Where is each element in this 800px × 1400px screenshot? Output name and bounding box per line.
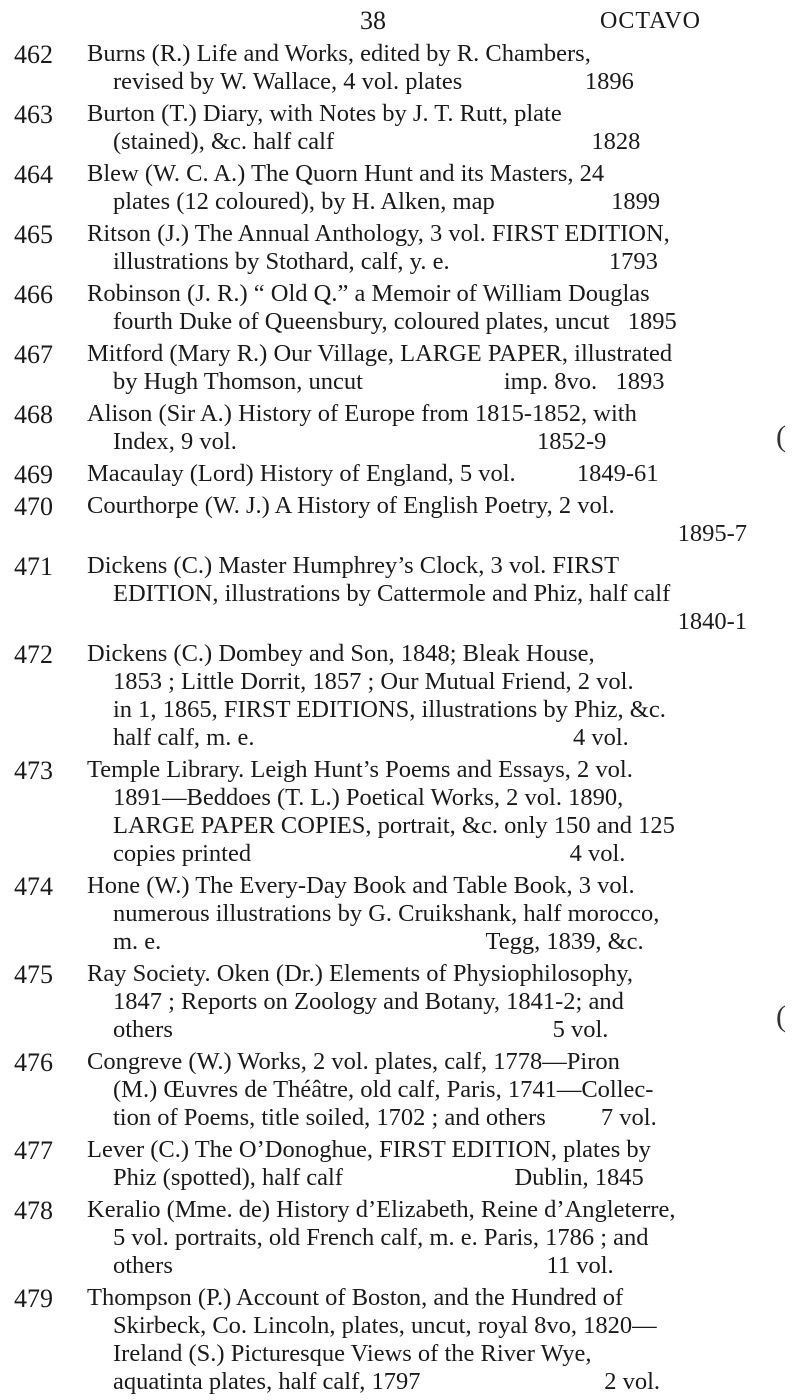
- entry-description: [87, 872, 747, 956]
- lot-number: 478: [14, 1196, 53, 1225]
- entry-line: Phiz (spotted), half calf Dublin, 1845: [113, 1164, 644, 1191]
- margin-bracket-mark: (: [776, 420, 786, 453]
- lot-number: 465: [14, 220, 53, 249]
- entry-line: EDITION, illustrations by Cattermole and Phiz, half calf: [113, 580, 671, 607]
- entry-description: [87, 340, 747, 396]
- entry-line: 5 vol. portraits, old French calf, m. e. Paris, 1786 ; and: [113, 1224, 649, 1251]
- entry-line: numerous illustrations by G. Cruikshank, half morocco,: [113, 900, 660, 927]
- entry-description: [87, 960, 747, 1044]
- entry-description: [87, 1136, 747, 1192]
- lot-number: 463: [14, 100, 53, 129]
- catalogue-entry: [0, 400, 800, 456]
- catalogue-entry: [0, 40, 800, 96]
- catalogue-entry: [0, 640, 800, 752]
- lot-number: 472: [14, 640, 53, 669]
- entry-line: Hone (W.) The Every-Day Book and Table Book, 3 vol.: [87, 872, 635, 899]
- entry-description: [87, 552, 747, 636]
- entry-line: Macaulay (Lord) History of England, 5 vol. 1849-61: [87, 460, 659, 487]
- lot-number: 467: [14, 340, 53, 369]
- catalogue-entry: [0, 340, 800, 396]
- entry-line: Ireland (S.) Picturesque Views of the River Wye,: [113, 1340, 592, 1367]
- entry-line: half calf, m. e. 4 vol.: [113, 724, 629, 751]
- catalogue-entry: [0, 1136, 800, 1192]
- entry-description: [87, 400, 747, 456]
- lot-number: 466: [14, 280, 53, 309]
- catalogue-entry: [0, 460, 800, 488]
- lot-number: 469: [14, 460, 53, 489]
- entry-description: [87, 492, 747, 548]
- section-title: OCTAVO: [600, 8, 701, 34]
- entry-line: others 5 vol.: [113, 1016, 609, 1043]
- entry-line: 1891—Beddoes (T. L.) Poetical Works, 2 vol. 1890,: [113, 784, 624, 811]
- catalogue-entry: [0, 220, 800, 276]
- entry-line: Burns (R.) Life and Works, edited by R. Chambers,: [87, 40, 591, 67]
- entry-description: [87, 160, 747, 216]
- lot-number: 477: [14, 1136, 53, 1165]
- entry-line: Congreve (W.) Works, 2 vol. plates, calf, 1778—Piron: [87, 1048, 620, 1075]
- entry-line: plates (12 coloured), by H. Alken, map 1899: [113, 188, 661, 215]
- entry-line: m. e. Tegg, 1839, &c.: [113, 928, 644, 955]
- entry-line: Mitford (Mary R.) Our Village, LARGE PAPER, illustrated: [87, 340, 673, 367]
- entry-line: in 1, 1865, FIRST EDITIONS, illustrations by Phiz, &c.: [113, 696, 666, 723]
- entry-line: Courthorpe (W. J.) A History of English Poetry, 2 vol.: [87, 492, 615, 519]
- entry-line: Lever (C.) The O’Donoghue, FIRST EDITION, plates by: [87, 1136, 651, 1163]
- entry-line: Skirbeck, Co. Lincoln, plates, uncut, royal 8vo, 1820—: [113, 1312, 657, 1339]
- entry-line: (M.) Œuvres de Théâtre, old calf, Paris, 1741—Collec-: [113, 1076, 654, 1103]
- catalogue-entries: [0, 40, 800, 1400]
- entry-description: [87, 1048, 747, 1132]
- entry-line: illustrations by Stothard, calf, y. e. 1793: [113, 248, 658, 275]
- lot-number: 471: [14, 552, 53, 581]
- entry-description: [87, 460, 747, 488]
- entry-line: 1853 ; Little Dorrit, 1857 ; Our Mutual Friend, 2 vol.: [113, 668, 634, 695]
- entry-description: [87, 640, 747, 752]
- lot-number: 473: [14, 756, 53, 785]
- entry-line: revised by W. Wallace, 4 vol. plates 1896: [113, 68, 634, 95]
- entry-line: Keralio (Mme. de) History d’Elizabeth, Reine d’Angleterre,: [87, 1196, 676, 1223]
- entry-line: Robinson (J. R.) “ Old Q.” a Memoir of William Douglas: [87, 280, 650, 307]
- lot-number: 476: [14, 1048, 53, 1077]
- entry-line: (stained), &c. half calf 1828: [113, 128, 641, 155]
- entry-line: Index, 9 vol. 1852-9: [113, 428, 607, 455]
- lot-number: 470: [14, 492, 53, 521]
- catalogue-entry: [0, 872, 800, 956]
- entry-line: Dickens (C.) Master Humphrey’s Clock, 3 vol. FIRST: [87, 552, 620, 579]
- entry-line: tion of Poems, title soiled, 1702 ; and others 7 vol.: [113, 1104, 657, 1131]
- entry-line: Ritson (J.) The Annual Anthology, 3 vol. FIRST EDITION,: [87, 220, 670, 247]
- entry-line: copies printed 4 vol.: [113, 840, 626, 867]
- entry-line: Thompson (P.) Account of Boston, and the Hundred of: [87, 1284, 624, 1311]
- entry-line: 1840-1: [677, 608, 747, 635]
- lot-number: 475: [14, 960, 53, 989]
- entry-description: [87, 40, 747, 96]
- entry-line: 1847 ; Reports on Zoology and Botany, 1841-2; and: [113, 988, 624, 1015]
- margin-bracket-mark: (: [776, 1000, 786, 1033]
- catalogue-entry: [0, 100, 800, 156]
- entry-description: [87, 1284, 747, 1396]
- entry-line: aquatinta plates, half calf, 1797 2 vol.: [113, 1368, 661, 1395]
- entry-description: [87, 756, 747, 868]
- entry-line: Dickens (C.) Dombey and Son, 1848; Bleak House,: [87, 640, 595, 667]
- catalogue-entry: [0, 1284, 800, 1396]
- catalogue-entry: [0, 1048, 800, 1132]
- catalogue-entry: [0, 160, 800, 216]
- entry-line: Blew (W. C. A.) The Quorn Hunt and its Masters, 24: [87, 160, 605, 187]
- entry-line: 1895-7: [677, 520, 747, 547]
- entry-line: Temple Library. Leigh Hunt’s Poems and Essays, 2 vol.: [87, 756, 633, 783]
- entry-line: Ray Society. Oken (Dr.) Elements of Physiophilosophy,: [87, 960, 633, 987]
- lot-number: 462: [14, 40, 53, 69]
- lot-number: 479: [14, 1284, 53, 1313]
- entry-description: [87, 280, 747, 336]
- catalogue-entry: [0, 960, 800, 1044]
- page-header: [0, 6, 800, 42]
- entry-description: [87, 1196, 747, 1280]
- entry-description: [87, 220, 747, 276]
- entry-line: Alison (Sir A.) History of Europe from 1815-1852, with: [87, 400, 637, 427]
- lot-number: 474: [14, 872, 53, 901]
- page-number: 38: [360, 6, 386, 35]
- entry-line: others 11 vol.: [113, 1252, 614, 1279]
- entry-line: fourth Duke of Queensbury, coloured plates, uncut 1895: [113, 308, 677, 335]
- entry-description: [87, 100, 747, 156]
- catalogue-entry: [0, 756, 800, 868]
- lot-number: 468: [14, 400, 53, 429]
- entry-line: Burton (T.) Diary, with Notes by J. T. Rutt, plate: [87, 100, 562, 127]
- catalogue-entry: [0, 1196, 800, 1280]
- catalogue-entry: [0, 280, 800, 336]
- catalogue-entry: [0, 492, 800, 548]
- catalogue-entry: [0, 552, 800, 636]
- lot-number: 464: [14, 160, 53, 189]
- entry-line: LARGE PAPER COPIES, portrait, &c. only 150 and 125: [113, 812, 675, 839]
- entry-line: by Hugh Thomson, uncut imp. 8vo. 1893: [113, 368, 665, 395]
